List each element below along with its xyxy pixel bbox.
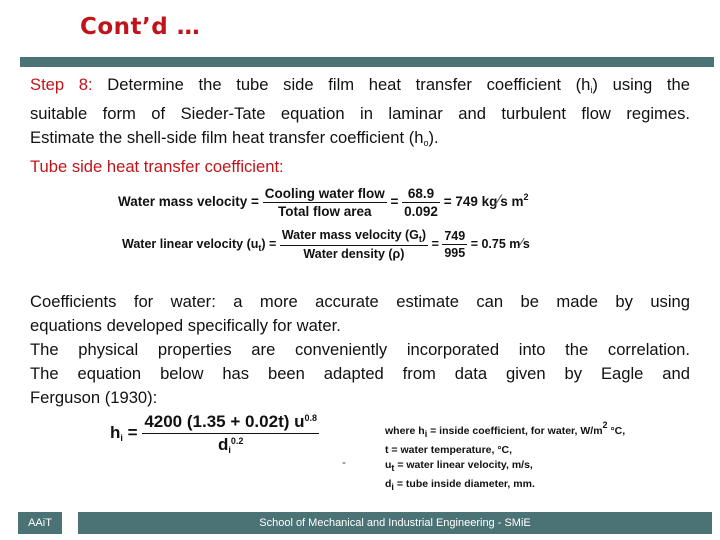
eq3-fraction	[142, 412, 319, 455]
eq2-num-end: )	[421, 228, 427, 242]
eq1-numerator: Cooling water flow	[264, 186, 385, 201]
step8-label: Step 8:	[30, 75, 93, 94]
footer-school: School of Mechanical and Industrial Engineering - SMiE	[78, 512, 712, 534]
eq3-numerator	[142, 412, 319, 434]
eq2-slash: ⁄	[520, 234, 523, 252]
note-di-sub: i	[391, 481, 394, 492]
eq1-denominator: Total flow area	[277, 204, 372, 219]
note-hi-b: = inside coefficient, for water, W/m	[427, 425, 603, 437]
eq2-num-text: Water mass velocity (G	[281, 228, 419, 242]
step8-line3-end: ).	[428, 128, 439, 147]
eq2-value-fraction	[442, 229, 467, 260]
coeff-line2: equations developed specifically for water.	[30, 316, 341, 335]
eq2-fraction	[280, 228, 428, 261]
eq2-lhs-sub: t	[258, 242, 262, 253]
title-divider-bar	[20, 57, 714, 67]
ho-subscript: o	[423, 138, 429, 148]
eq1-lhs: Water mass velocity =	[118, 194, 259, 210]
coefficients-paragraph	[30, 290, 690, 410]
note-t: t = water temperature, °C,	[385, 443, 513, 456]
note-ut-b: = water linear velocity, m/s,	[394, 459, 533, 471]
variable-notes	[385, 418, 625, 495]
note-di-a: d	[385, 477, 392, 490]
note-hi-c: °C,	[607, 425, 626, 437]
eq3-num-text: 4200 (1.35 + 0.02t) u	[144, 412, 305, 431]
eq1-unit: s m	[500, 194, 524, 210]
eq2-denominator: Water density (ρ)	[303, 247, 405, 261]
eagle-ferguson-equation	[110, 412, 319, 455]
coeff-line4: The equation below has been adapted from data given by Eagle and	[30, 364, 690, 383]
eq3-den-sub: i	[228, 445, 231, 455]
eq3-den-text: d	[217, 435, 229, 454]
eq1-numerator-value: 68.9	[402, 186, 440, 203]
note-hi-a: where h	[385, 425, 425, 437]
step8-line1	[30, 73, 690, 102]
eq3-mark: -	[342, 455, 346, 469]
eq3-denominator	[142, 434, 319, 455]
eq1-fraction	[263, 186, 387, 219]
step8-line3-text: Estimate the shell-side film heat transfer coefficient (h	[30, 128, 424, 147]
eq2-unit: s	[522, 236, 530, 251]
eq2-numerator	[280, 228, 428, 246]
note-di	[385, 477, 625, 496]
eq2-denominator-value: 995	[444, 246, 466, 260]
eq2-numerator-value: 749	[444, 229, 466, 243]
eq3-lhs: h	[110, 422, 121, 442]
tube-side-heading: Tube side heat transfer coefficient:	[30, 157, 284, 176]
eq3-lhs-sub: i	[120, 432, 123, 443]
hi-subscript: i	[590, 85, 593, 95]
note-ut-sub: t	[391, 463, 395, 473]
coeff-line1: Coefficients for water: a more accurate estimate can be made by using	[30, 292, 690, 311]
note-hi-sup: 2	[602, 420, 608, 430]
note-ut-a: u	[385, 459, 392, 471]
linear-velocity-equation	[122, 228, 530, 261]
eq2-lhs-text: Water linear velocity (u	[122, 236, 259, 251]
eq3-num-sup: 0.8	[304, 413, 318, 423]
slide-title: Cont’d …	[80, 14, 201, 40]
footer-institution: AAiT	[18, 512, 62, 534]
step8-line1-end: ) using the	[592, 75, 690, 94]
coeff-line5: Ferguson (1930):	[30, 388, 158, 407]
eq3-den-sup: 0.2	[230, 436, 244, 446]
note-ut	[385, 458, 625, 477]
eq1-equals: =	[390, 194, 399, 210]
eq2-num-sub: t	[418, 234, 422, 244]
note-hi	[385, 418, 625, 443]
mass-velocity-equation	[118, 186, 529, 219]
eq1-slash: ⁄	[497, 191, 501, 211]
eq2-equals: =	[431, 236, 439, 251]
step8-line2: suitable form of Sieder-Tate equation in laminar and turbulent flow regimes.	[30, 104, 690, 123]
note-hi-sub: i	[424, 429, 428, 439]
eq3-equals: =	[127, 422, 138, 442]
step8-line1-text: Determine the tube side film heat transfer coefficient (h	[92, 75, 591, 94]
eq2-lhs-end: ) =	[261, 236, 277, 251]
eq1-result: = 749 kg	[443, 194, 498, 210]
eq1-value-fraction	[402, 186, 440, 219]
note-di-b: = tube inside diameter, mm.	[393, 477, 535, 490]
eq1-unit-sup: 2	[523, 192, 529, 203]
step8-paragraph	[30, 73, 690, 179]
step8-line3	[30, 126, 690, 155]
eq2-result: = 0.75 m	[470, 236, 521, 251]
coeff-line3: The physical properties are conveniently incorporated into the correlation.	[30, 340, 690, 359]
eq1-denominator-value: 0.092	[404, 204, 438, 219]
eq2-lhs	[122, 237, 276, 251]
